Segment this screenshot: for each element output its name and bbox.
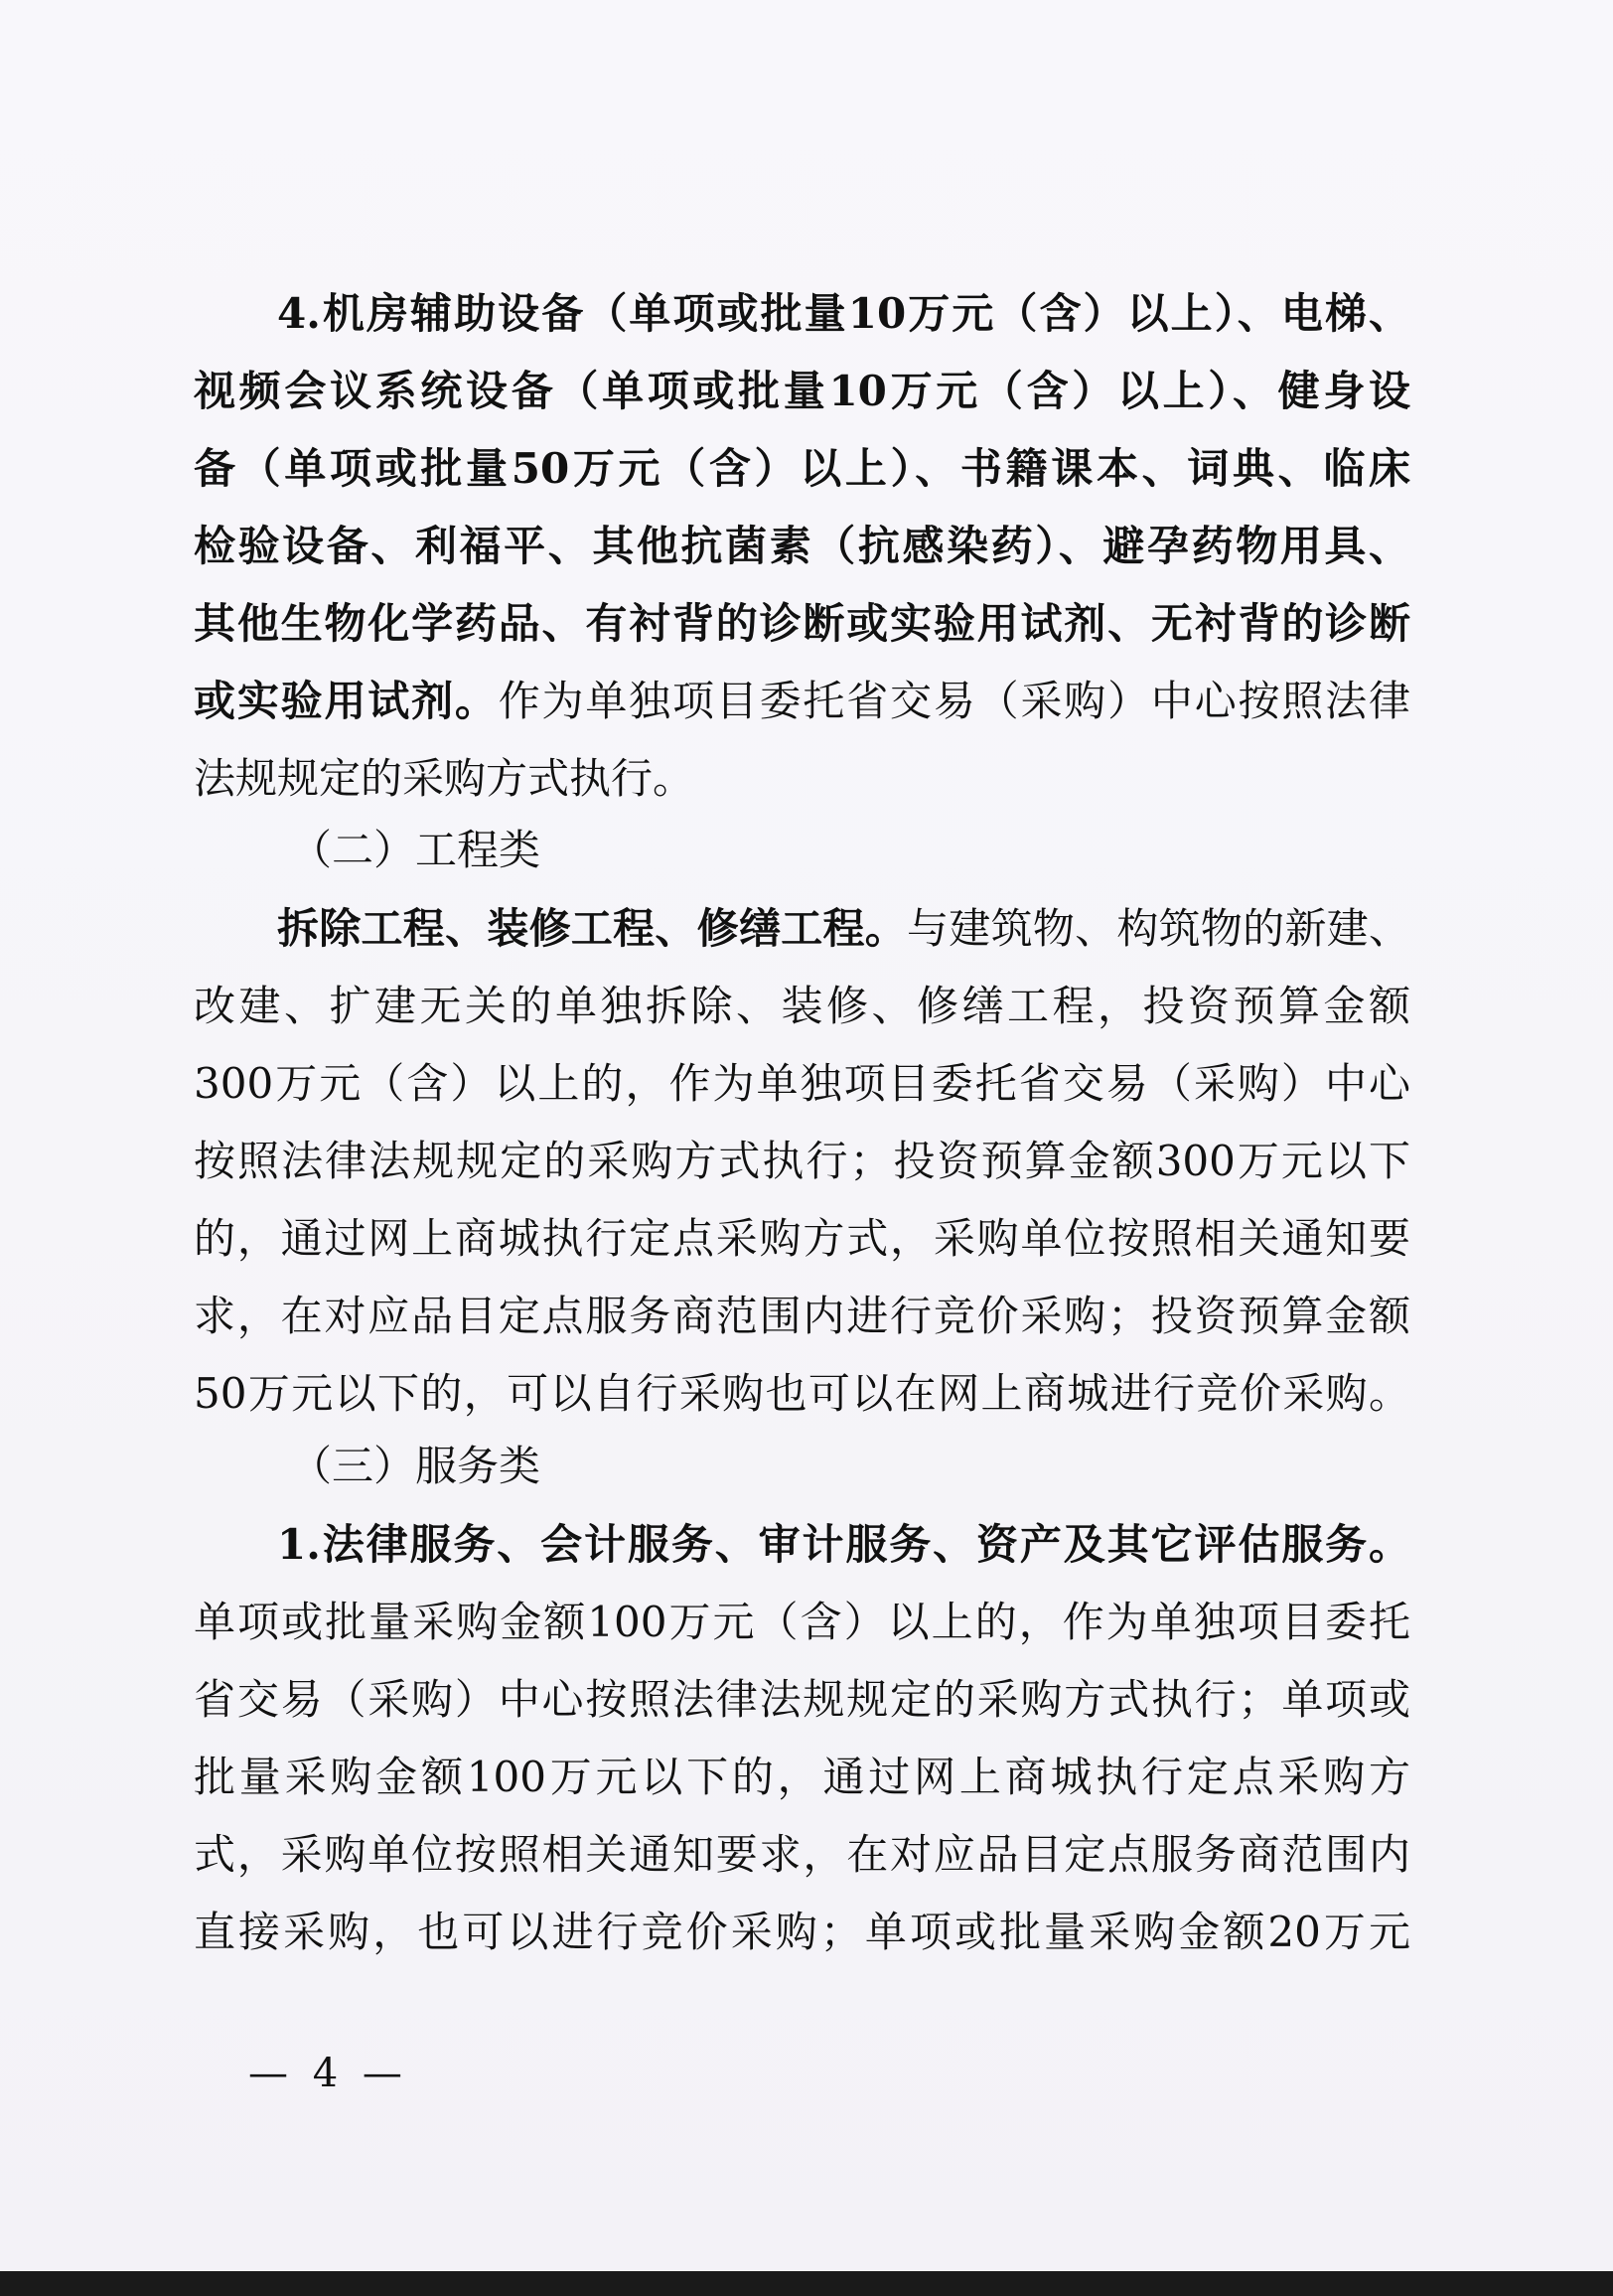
bold-text: 或实验用试剂。 — [194, 677, 499, 725]
bold-text: 检验设备、利福平、其他抗菌素（抗感染药）、避孕药物用具、 — [194, 522, 1410, 570]
paragraph-line-10 — [194, 969, 1410, 1044]
paragraph-line-6 — [194, 664, 1410, 739]
paragraph-line-9 — [277, 891, 1410, 967]
section-heading-engineering — [290, 813, 540, 888]
paragraph-line-18 — [194, 1585, 1410, 1660]
body-text: 的，通过网上商城执行定点采购方式，采购单位按照相关通知要 — [194, 1214, 1410, 1263]
paragraph-line-13 — [194, 1201, 1410, 1277]
body-text: 按照法律法规规定的采购方式执行；投资预算金额300万元以下 — [194, 1137, 1410, 1185]
body-text: 批量采购金额100万元以下的，通过网上商城执行定点采购方 — [194, 1753, 1410, 1801]
bold-text: 视频会议系统设备（单项或批量10万元（含）以上）、健身设 — [194, 367, 1410, 415]
paragraph-line-17 — [277, 1507, 1410, 1583]
body-text: 单项或批量采购金额100万元（含）以上的，作为单独项目委托 — [194, 1598, 1410, 1646]
body-text: 求，在对应品目定点服务商范围内进行竞价采购；投资预算金额 — [194, 1292, 1410, 1340]
body-text: 式，采购单位按照相关通知要求，在对应品目定点服务商范围内 — [194, 1830, 1410, 1879]
body-text: 与建筑物、构筑物的新建、 — [907, 904, 1410, 953]
paragraph-line-14 — [194, 1279, 1410, 1354]
body-text: （二）工程类 — [290, 826, 541, 874]
paragraph-line-1 — [277, 276, 1410, 352]
paragraph-line-3 — [194, 431, 1410, 507]
paragraph-line-21 — [194, 1817, 1410, 1893]
scan-edge-bar — [0, 2271, 1613, 2296]
bold-text: 4.机房辅助设备（单项或批量10万元（含）以上）、电梯、 — [277, 289, 1410, 338]
paragraph-line-11 — [194, 1046, 1410, 1122]
paragraph-line-15 — [194, 1356, 1410, 1432]
body-text: （三）服务类 — [290, 1442, 541, 1490]
bold-text: 其他生物化学药品、有衬背的诊断或实验用试剂、无衬背的诊断 — [194, 599, 1410, 648]
paragraph-line-5 — [194, 586, 1410, 662]
body-text: 300万元（含）以上的，作为单独项目委托省交易（采购）中心 — [194, 1059, 1410, 1108]
page-number: — 4 — — [248, 2051, 408, 2096]
paragraph-line-20 — [194, 1740, 1410, 1815]
bold-text: 1.法律服务、会计服务、审计服务、资产及其它评估服务。 — [277, 1520, 1410, 1569]
bold-text: 备（单项或批量50万元（含）以上）、书籍课本、词典、临床 — [194, 444, 1410, 493]
section-heading-services — [290, 1429, 540, 1504]
body-text: 作为单独项目委托省交易（采购）中心按照法律 — [498, 677, 1410, 725]
paragraph-line-7 — [194, 741, 694, 817]
paragraph-line-4 — [194, 509, 1410, 584]
body-text: 50万元以下的，可以自行采购也可以在网上商城进行竞价采购。 — [194, 1369, 1410, 1418]
body-text: 直接采购，也可以进行竞价采购；单项或批量采购金额20万元 — [194, 1908, 1410, 1956]
body-text: 省交易（采购）中心按照法律法规规定的采购方式执行；单项或 — [194, 1675, 1410, 1724]
paragraph-line-12 — [194, 1124, 1410, 1199]
body-text: 法规规定的采购方式执行。 — [194, 754, 695, 803]
paragraph-line-2 — [194, 354, 1410, 429]
paragraph-line-22 — [194, 1895, 1410, 1970]
bold-text: 拆除工程、装修工程、修缮工程。 — [277, 904, 908, 953]
paragraph-line-19 — [194, 1662, 1410, 1738]
body-text: 改建、扩建无关的单独拆除、装修、修缮工程，投资预算金额 — [194, 982, 1410, 1030]
